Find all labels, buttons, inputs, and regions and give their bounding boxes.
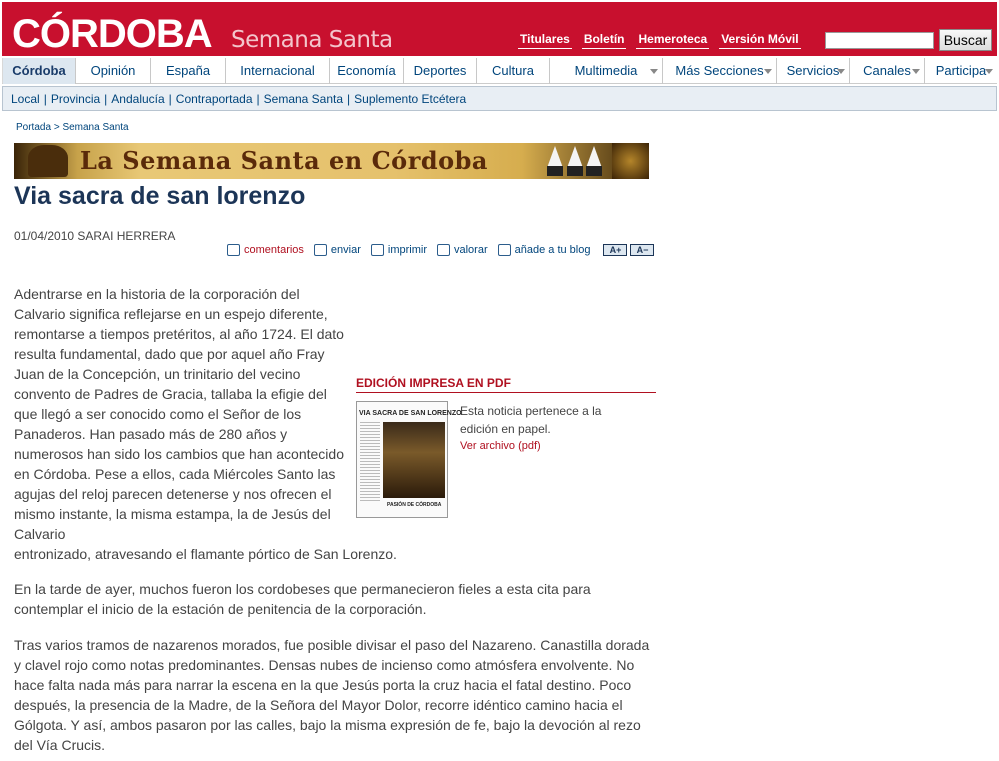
subnav-semana-santa[interactable]: Semana Santa <box>263 91 344 106</box>
nav-label: Multimedia <box>574 63 638 78</box>
chevron-down-icon <box>764 69 772 74</box>
separator: | <box>43 91 47 106</box>
separator: | <box>168 91 172 106</box>
nav-label: España <box>165 63 211 78</box>
nav-label: Deportes <box>413 63 467 78</box>
nav-canales[interactable] <box>850 58 925 84</box>
printer-icon <box>371 244 384 256</box>
nav-label: Canales <box>863 63 911 78</box>
nav-internacional[interactable] <box>226 58 330 84</box>
subnav-suplemento-etcetera[interactable]: Suplemento Etcétera <box>354 91 467 106</box>
article-paragraph: Adentrarse en la historia de la corporación del Calvario significa reflejarse en un espejo diferente, remontarse a tiempos pretéritos, al año 1724. El dato resulta fundamental, dado que por aquel año Fray Juan de la Concepción, un trinitario del vecino convento de Padres de Gracia, tallaba la efigie del que llegó a ser conocido como el Señor de los Panaderos. Han pasado más de 280 años y numerosos han sido los cambios que han acontecido en Córdoba. Pese a ellos, cada Miércoles Santo las agujas del reloj parecen detenerse y nos ofrecen el mismo instante, la misma estampa, la de Jesús del Calvario <box>14 286 344 542</box>
breadcrumb-separator: > <box>53 122 60 133</box>
article-paragraph: En la tarde de ayer, muchos fueron los cordobeses que permanecieron fieles a esta cita para contemplar el inicio de la estación de penitencia de la corporación. <box>14 581 591 617</box>
chevron-down-icon <box>912 69 920 74</box>
nav-cordoba[interactable] <box>3 58 76 84</box>
article-tools <box>227 244 654 256</box>
nav-servicios[interactable] <box>777 58 850 84</box>
subnav-contraportada[interactable]: Contraportada <box>175 91 253 106</box>
nazareno-hood-icon <box>586 146 602 176</box>
nazareno-hood-icon <box>567 146 583 176</box>
separator: | <box>347 91 351 106</box>
font-increase-button[interactable]: A+ <box>603 244 627 256</box>
blog-link[interactable] <box>498 244 591 256</box>
chevron-down-icon <box>650 69 658 74</box>
sub-nav <box>2 86 997 111</box>
nav-label: Opinión <box>90 63 136 78</box>
site-header <box>2 2 997 56</box>
blog-label: añade a tu blog <box>514 244 591 256</box>
print-label: imprimir <box>387 244 427 256</box>
search-button[interactable]: Buscar <box>939 29 992 51</box>
print-link[interactable] <box>371 244 427 256</box>
chevron-down-icon <box>985 69 993 74</box>
search-input[interactable] <box>825 32 934 49</box>
nav-economia[interactable] <box>330 58 404 84</box>
print-edition-note: Esta noticia pertenece a la edición en papel. <box>460 404 602 436</box>
print-edition-title: EDICIÓN IMPRESA EN PDF <box>356 376 656 393</box>
comments-label: comentarios <box>244 244 304 256</box>
virgin-image <box>612 143 649 179</box>
send-link[interactable] <box>314 244 361 256</box>
top-links <box>518 32 801 49</box>
procession-figure-image <box>28 145 68 177</box>
banner-title: La Semana Santa en Córdoba <box>80 146 488 175</box>
font-decrease-button[interactable]: A− <box>630 244 654 256</box>
pdf-archive-link[interactable]: Ver archivo (pdf) <box>460 440 541 452</box>
nazareno-hood-icon <box>547 146 563 176</box>
rate-link[interactable] <box>437 244 488 256</box>
nav-label: Cultura <box>492 63 534 78</box>
breadcrumb-home[interactable]: Portada <box>16 122 52 133</box>
nav-label: Córdoba <box>12 63 66 78</box>
subnav-local[interactable]: Local <box>11 91 40 106</box>
nav-label: Participa <box>935 63 987 78</box>
article-paragraph: entronizado, atravesando el flamante pórtico de San Lorenzo. <box>14 546 397 562</box>
separator: | <box>256 91 260 106</box>
article-title: Via sacra de san lorenzo <box>14 182 306 210</box>
thumbnail-title: VIA SACRA DE SAN LORENZO <box>359 410 462 417</box>
breadcrumb-current[interactable]: Semana Santa <box>62 122 129 133</box>
nav-label: Servicios <box>786 63 840 78</box>
link-boletin[interactable]: Boletín <box>582 32 627 49</box>
nav-mas-secciones[interactable] <box>663 58 777 84</box>
article-dateline: 01/04/2010 SARAI HERRERA <box>14 229 176 243</box>
comment-icon <box>227 244 240 256</box>
document-icon <box>498 244 511 256</box>
section-title: Semana Santa <box>231 27 393 53</box>
subnav-provincia[interactable]: Provincia <box>50 91 101 106</box>
nav-participa[interactable] <box>925 58 997 84</box>
print-edition-box <box>356 376 656 508</box>
nav-label: Más Secciones <box>675 63 764 78</box>
nav-multimedia[interactable] <box>550 58 663 84</box>
nav-espana[interactable] <box>151 58 226 84</box>
envelope-icon <box>314 244 327 256</box>
nav-label: Internacional <box>240 63 315 78</box>
nav-deportes[interactable] <box>404 58 477 84</box>
thumb-icon <box>437 244 450 256</box>
chevron-down-icon <box>837 69 845 74</box>
thumbnail-photo <box>383 422 445 498</box>
nav-cultura[interactable] <box>477 58 550 84</box>
separator: | <box>104 91 108 106</box>
link-version-movil[interactable]: Versión Móvil <box>719 32 800 49</box>
subnav-andalucia[interactable]: Andalucía <box>111 91 165 106</box>
send-label: enviar <box>330 244 361 256</box>
thumbnail-text-column <box>360 422 380 502</box>
site-logo[interactable]: CÓRDOBA <box>12 12 212 56</box>
comments-link[interactable] <box>227 244 304 256</box>
link-titulares[interactable]: Titulares <box>518 32 572 49</box>
main-nav <box>2 58 997 84</box>
nav-opinion[interactable] <box>76 58 151 84</box>
rate-label: valorar <box>454 244 488 256</box>
nav-label: Economía <box>337 63 396 78</box>
breadcrumb <box>16 122 129 133</box>
link-hemeroteca[interactable]: Hemeroteca <box>636 32 709 49</box>
pdf-thumbnail[interactable] <box>356 401 462 518</box>
thumbnail-footer: PASIÓN DE CÓRDOBA <box>387 502 442 508</box>
semana-santa-banner[interactable] <box>14 143 649 179</box>
article-paragraph: Tras varios tramos de nazarenos morados, fue posible divisar el paso del Nazareno. Canastilla dorada y clavel rojo como notas predominantes. Densas nubes de incienso como atmósfera envolvente. No hace falta nada más para narrar la escena en la que Jesús porta la cruz hacia el fatal destino. Poco después, la presencia de la Madre, de la Señora del Mayor Dolor, recorre idéntico camino hacia el Gólgota. Y así, ambos pasaron por las calles, bajo la misma expresión de fe, bajo la devoción al rezo del Vía Crucis. <box>14 637 650 753</box>
